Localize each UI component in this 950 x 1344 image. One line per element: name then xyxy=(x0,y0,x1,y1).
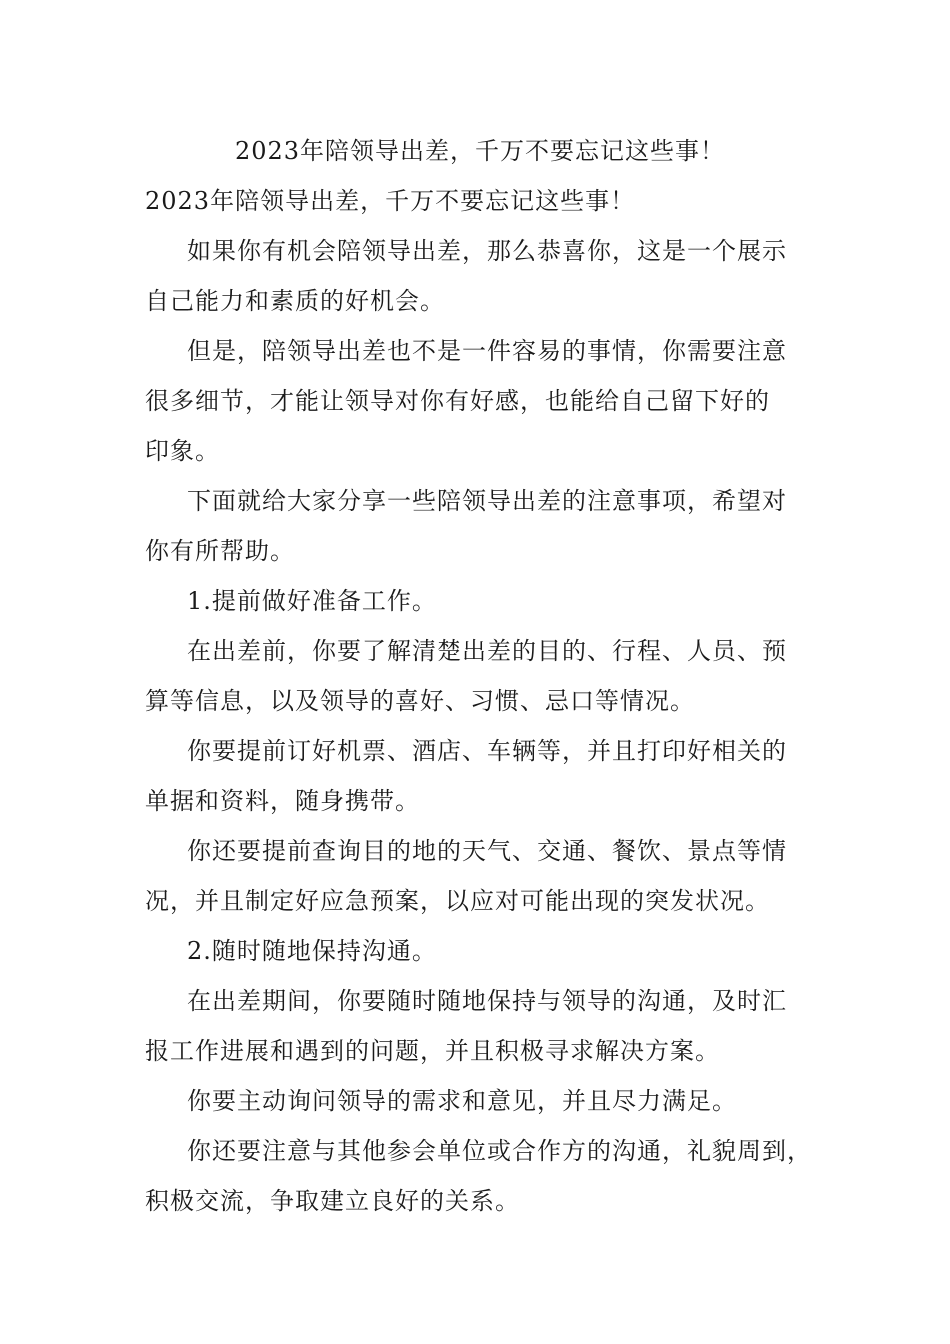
text-line: 你要提前订好机票、酒店、车辆等，并且打印好相关的 xyxy=(187,737,787,765)
text-line: 很多细节，才能让领导对你有好感，也能给自己留下好的 xyxy=(145,387,770,415)
text-line: 自己能力和素质的好机会。 xyxy=(145,287,445,315)
text-line: 你有所帮助。 xyxy=(145,537,295,565)
text-line: 况，并且制定好应急预案，以应对可能出现的突发状况。 xyxy=(145,887,770,915)
document-title: 2023年陪领导出差，千万不要忘记这些事！ xyxy=(234,137,726,165)
text-line: 在出差前，你要了解清楚出差的目的、行程、人员、预 xyxy=(187,637,787,665)
text-line: 如果你有机会陪领导出差，那么恭喜你，这是一个展示 xyxy=(187,237,787,265)
text-line: 但是，陪领导出差也不是一件容易的事情，你需要注意 xyxy=(187,337,787,365)
text-line: 单据和资料，随身携带。 xyxy=(145,787,420,815)
text-line: 算等信息，以及领导的喜好、习惯、忌口等情况。 xyxy=(145,687,695,715)
text-line: 你要主动询问领导的需求和意见，并且尽力满足。 xyxy=(187,1087,737,1115)
text-line: 在出差期间，你要随时随地保持与领导的沟通，及时汇 xyxy=(187,987,787,1015)
text-line: 你还要注意与其他参会单位或合作方的沟通，礼貌周到， xyxy=(187,1137,812,1165)
text-line: 积极交流，争取建立良好的关系。 xyxy=(145,1187,520,1215)
text-line: 下面就给大家分享一些陪领导出差的注意事项，希望对 xyxy=(187,487,787,515)
section-heading: 1.提前做好准备工作。 xyxy=(187,587,437,615)
section-heading: 2.随时随地保持沟通。 xyxy=(187,937,437,965)
text-line: 印象。 xyxy=(145,437,220,465)
text-line: 报工作进展和遇到的问题，并且积极寻求解决方案。 xyxy=(145,1037,720,1065)
document-lines xyxy=(145,176,815,1226)
text-line: 你还要提前查询目的地的天气、交通、餐饮、景点等情 xyxy=(187,837,787,865)
document-body xyxy=(145,126,815,1226)
text-line: 2023年陪领导出差，千万不要忘记这些事！ xyxy=(145,187,636,215)
